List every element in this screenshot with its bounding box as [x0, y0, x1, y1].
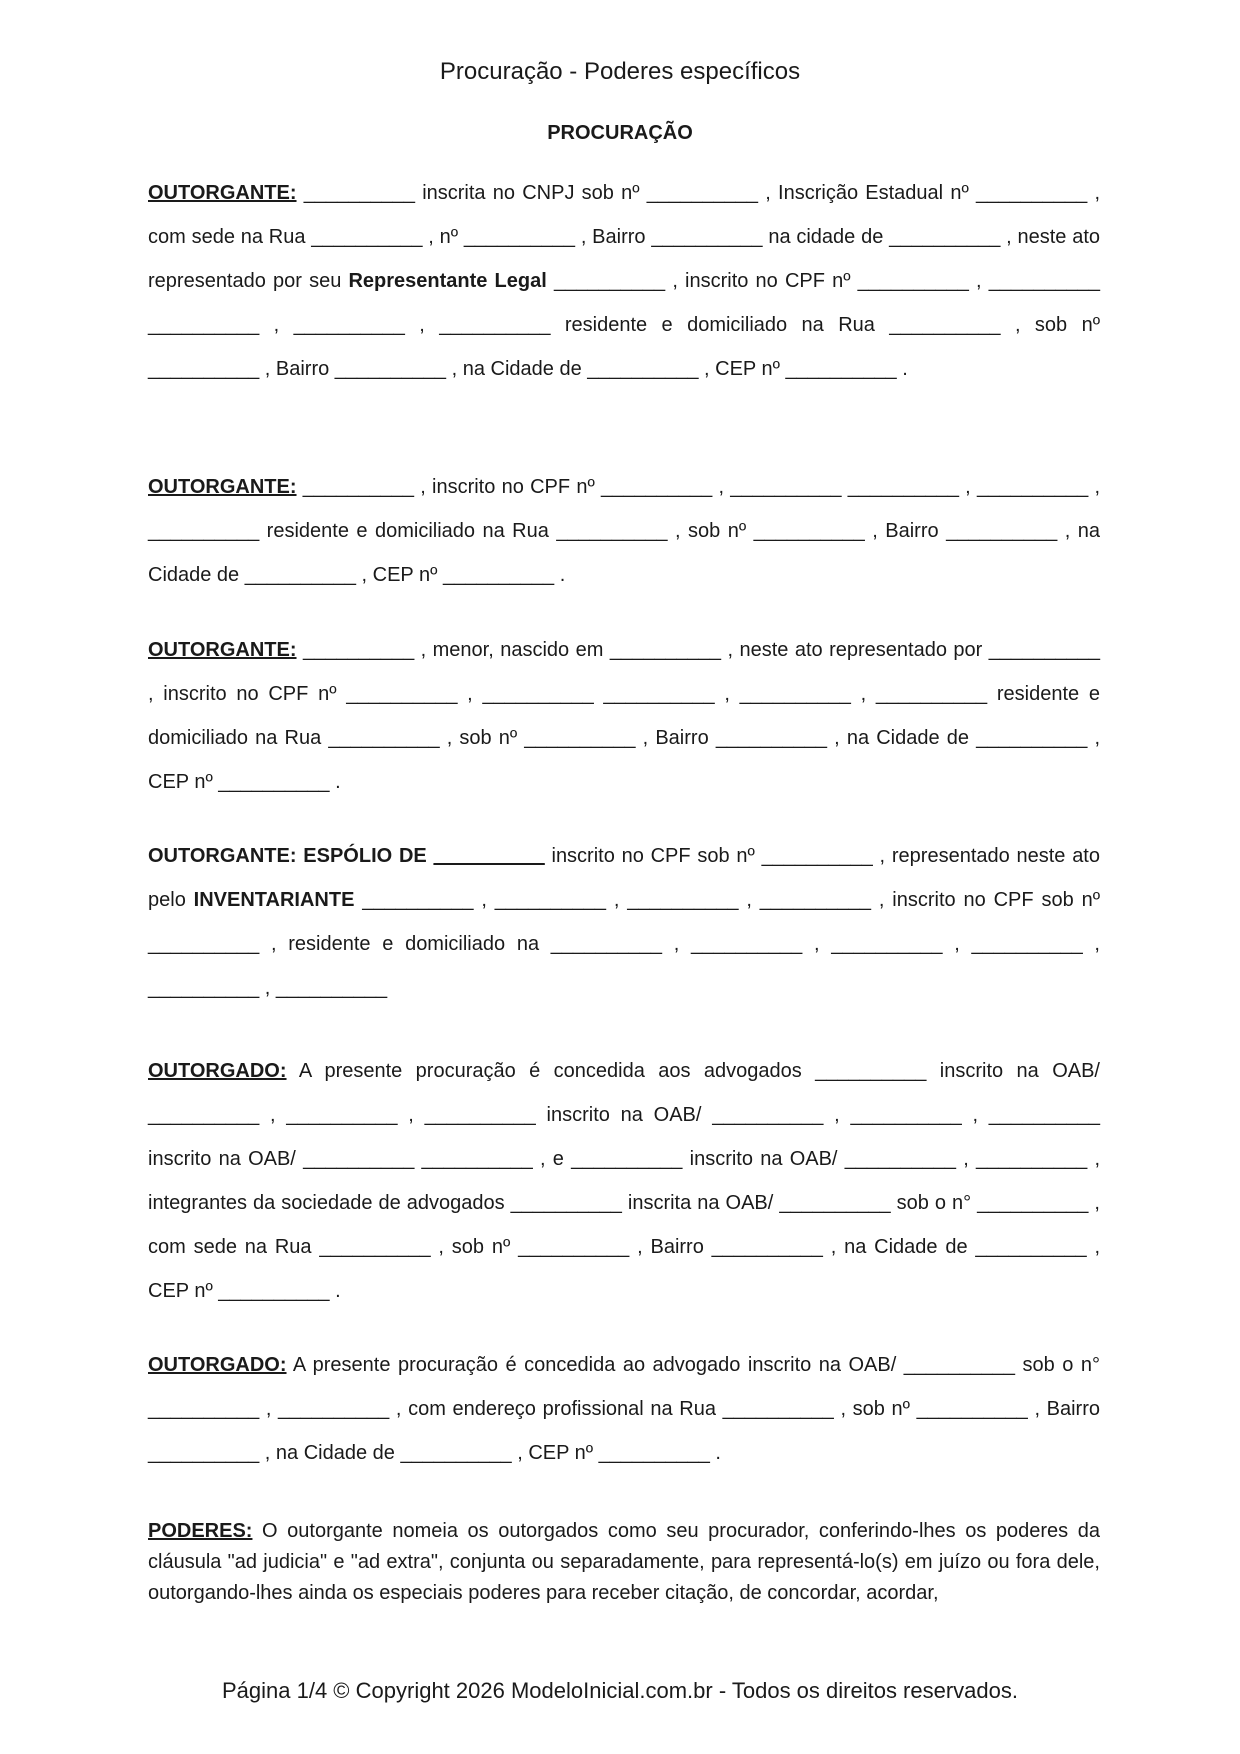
section-label: OUTORGANTE:: [148, 476, 297, 498]
outorgado-lawyer-section: [148, 1343, 1100, 1475]
page-header: Procuração - Poderes específicos: [439, 58, 801, 85]
outorgado-firm-section: [148, 1049, 1100, 1313]
section-text: O outorgante nomeia os outorgados como seu procurador, conferindo-lhes os poderes da cláusula "ad judicia" e "ad extra", conjunta ou separadamente, para representá-lo(s) em juízo ou fora dele, outorgando-lhes ainda os especiais poderes para receber citação, de concordar, acordar,: [148, 1520, 1100, 1604]
page-footer: Página 1/4 © Copyright 2026 ModeloInicial.com.br - Todos os direitos reservados.: [222, 1678, 1018, 1703]
section-text: A presente procuração é concedida aos advogados __________ inscrito na OAB/ __________ , __________ , __________ inscrito na OAB/ __________ , __________ , __________ inscrito na OAB/ __________ __________ , e __________ inscrito na OAB/ __________ , __________ , integrantes da sociedade de advogados __________ inscrita na OAB/ __________ sob o n° __________ , com sede na Rua __________ , sob nº __________ , Bairro __________ , na Cidade de __________ , CEP nº __________ .: [148, 1060, 1100, 1302]
outorgante-company-section: [148, 171, 1100, 391]
section-text: __________ inscrita no CNPJ sob nº __________ , Inscrição Estadual nº __________ , com sede na Rua __________ , nº __________ , Bairro __________ na cidade de __________ , neste ato representado por seu: [148, 182, 1100, 292]
section-label: OUTORGANTE:: [148, 639, 297, 661]
estate-name-blank: __________: [433, 845, 545, 867]
outorgante-estate-section: [148, 834, 1100, 1010]
legal-representative-label: Representante Legal: [348, 270, 547, 292]
document-title: PROCURAÇÃO: [547, 122, 693, 144]
section-label: OUTORGANTE: ESPÓLIO DE: [148, 845, 427, 867]
section-label: PODERES:: [148, 1520, 253, 1542]
section-label: OUTORGADO:: [148, 1354, 287, 1376]
inventariante-label: INVENTARIANTE: [193, 889, 355, 911]
section-text: __________ , inscrito no CPF nº __________ , __________ __________ , __________ , __________ residente e domiciliado na Rua __________ , sob nº __________ , Bairro __________ , na Cidade de __________ , CEP nº __________ .: [148, 476, 1100, 586]
outorgante-person-section: [148, 465, 1100, 597]
outorgante-minor-section: [148, 628, 1100, 804]
section-text: A presente procuração é concedida ao advogado inscrito na OAB/ __________ sob o n° __________ , __________ , com endereço profissional na Rua __________ , sob nº __________ , Bairro __________ , na Cidade de __________ , CEP nº __________ .: [148, 1354, 1100, 1464]
section-text: __________ , __________ , __________ , __________ , inscrito no CPF sob nº __________ , residente e domiciliado na __________ , __________ , __________ , __________ , __________ , __________: [148, 889, 1100, 999]
section-text: inscrito no CPF sob nº __________ , representado neste ato pelo: [148, 845, 1100, 911]
section-label: OUTORGANTE:: [148, 182, 297, 204]
section-text: __________ , menor, nascido em __________ , neste ato representado por __________ , inscrito no CPF nº __________ , __________ __________ , __________ , __________ residente e domiciliado na Rua __________ , sob nº __________ , Bairro __________ , na Cidade de __________ , CEP nº __________ .: [148, 639, 1100, 793]
powers-section: [148, 1516, 1100, 1609]
section-label: OUTORGADO:: [148, 1060, 287, 1082]
section-text: __________ , inscrito no CPF nº __________ , __________ __________ , __________ , __________ residente e domiciliado na Rua __________ , sob nº __________ , Bairro __________ , na Cidade de __________ , CEP nº __________ .: [148, 270, 1100, 380]
